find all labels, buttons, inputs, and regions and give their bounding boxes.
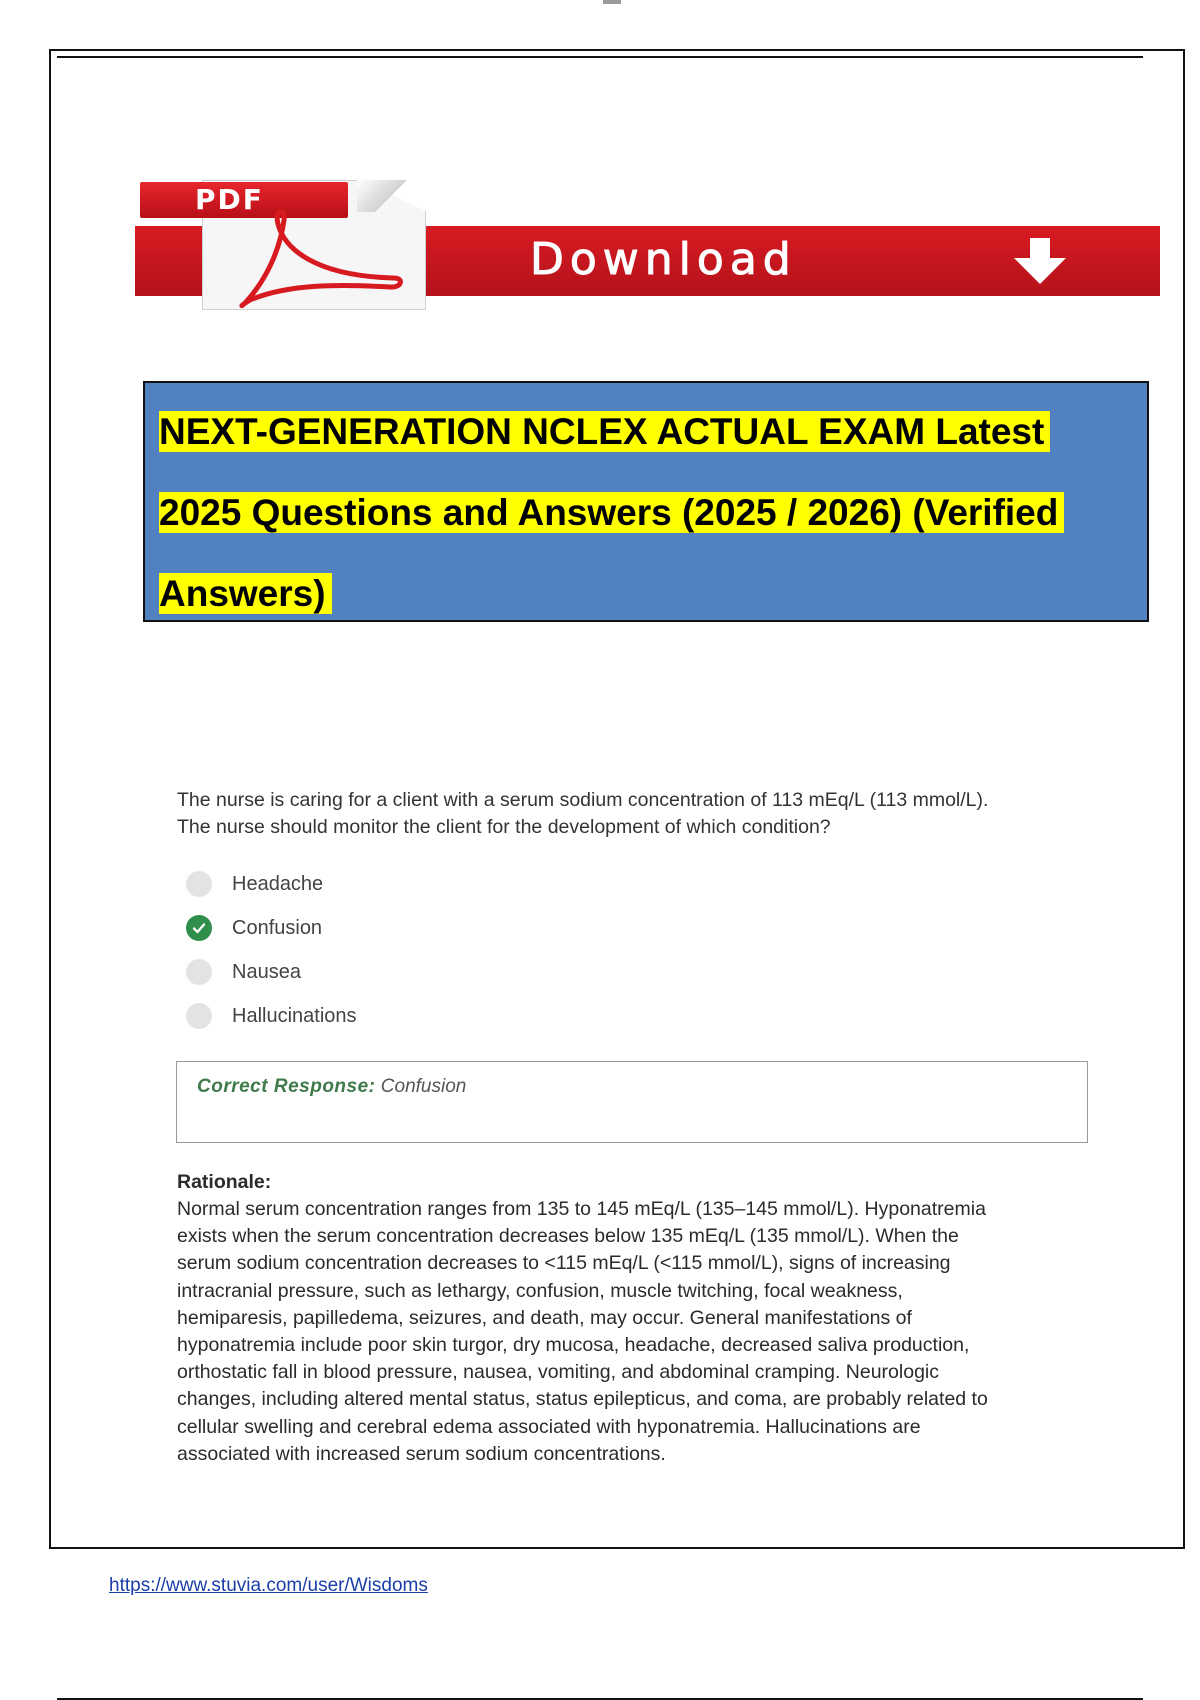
document-title-box xyxy=(143,381,1149,622)
rationale-line: Normal serum concentration ranges from 135 to 145 mEq/L (135–145 mmol/L). Hyponatremia xyxy=(177,1198,986,1220)
option-label: Nausea xyxy=(232,960,301,983)
title-line-1: NEXT-GENERATION NCLEX ACTUAL EXAM Latest xyxy=(159,411,1050,452)
correct-response-box xyxy=(176,1061,1088,1143)
option-confusion[interactable] xyxy=(186,906,586,950)
option-hallucinations[interactable] xyxy=(186,994,586,1038)
page-top-marker xyxy=(603,0,621,4)
rationale-line: intracranial pressure, such as lethargy, confusion, muscle twitching, focal weakness, xyxy=(177,1279,903,1302)
rationale-line: changes, including altered mental status, status epilepticus, and coma, are probably related to xyxy=(177,1388,988,1411)
rationale-line: cellular swelling and cerebral edema associated with hyponatremia. Hallucinations are xyxy=(177,1415,921,1438)
option-label: Confusion xyxy=(232,916,323,939)
rationale-line: serum sodium concentration decreases to <115 mEq/L (<115 mmol/L), signs of increasing xyxy=(177,1252,951,1275)
check-circle-icon[interactable] xyxy=(186,915,212,941)
rationale-line: exists when the serum concentration decreases below 135 mEq/L (135 mmol/L). When the xyxy=(177,1225,959,1248)
question-stem xyxy=(177,787,1117,841)
acrobat-logo-icon xyxy=(218,210,408,310)
download-label[interactable]: Download xyxy=(530,234,797,285)
answer-options xyxy=(186,862,586,1038)
rationale-heading: Rationale: xyxy=(177,1171,272,1193)
title-line-3: Answers) xyxy=(159,573,332,614)
document-title xyxy=(159,391,1139,634)
option-label: Headache xyxy=(232,872,324,895)
correct-response-label: Correct Response: xyxy=(197,1076,376,1097)
top-rule xyxy=(57,56,1143,58)
radio-unselected-icon[interactable] xyxy=(186,1003,212,1029)
question-line: The nurse is caring for a client with a serum sodium concentration of 113 mEq/L (113 mmol/L). xyxy=(177,789,989,811)
title-line-2: 2025 Questions and Answers (2025 / 2026) (Verified xyxy=(159,492,1064,533)
pdf-tag: PDF xyxy=(140,182,348,218)
rationale-line: hyponatremia include poor skin turgor, dry mucosa, headache, decreased saliva production, xyxy=(177,1334,970,1357)
download-arrow-icon[interactable] xyxy=(1010,236,1070,286)
correct-response-value: Confusion xyxy=(380,1076,467,1097)
question-line: The nurse should monitor the client for the development of which condition? xyxy=(177,816,831,838)
rationale-line: orthostatic fall in blood pressure, nausea, vomiting, and abdominal cramping. Neurologic xyxy=(177,1361,940,1384)
rationale-section xyxy=(177,1168,1127,1468)
stuvia-profile-link[interactable]: https://www.stuvia.com/user/Wisdoms xyxy=(109,1575,428,1596)
page-fold xyxy=(357,180,424,212)
rationale-line: hemiparesis, papilledema, seizures, and death, may occur. General manifestations of xyxy=(177,1306,912,1329)
rationale-body xyxy=(177,1196,1127,1468)
pdf-download-banner[interactable] xyxy=(130,175,1165,315)
rationale-line: associated with increased serum sodium concentrations. xyxy=(177,1442,666,1465)
option-headache[interactable] xyxy=(186,862,586,906)
correct-response xyxy=(197,1076,466,1098)
radio-unselected-icon[interactable] xyxy=(186,959,212,985)
option-label: Hallucinations xyxy=(232,1004,357,1027)
radio-unselected-icon[interactable] xyxy=(186,871,212,897)
option-nausea[interactable] xyxy=(186,950,586,994)
